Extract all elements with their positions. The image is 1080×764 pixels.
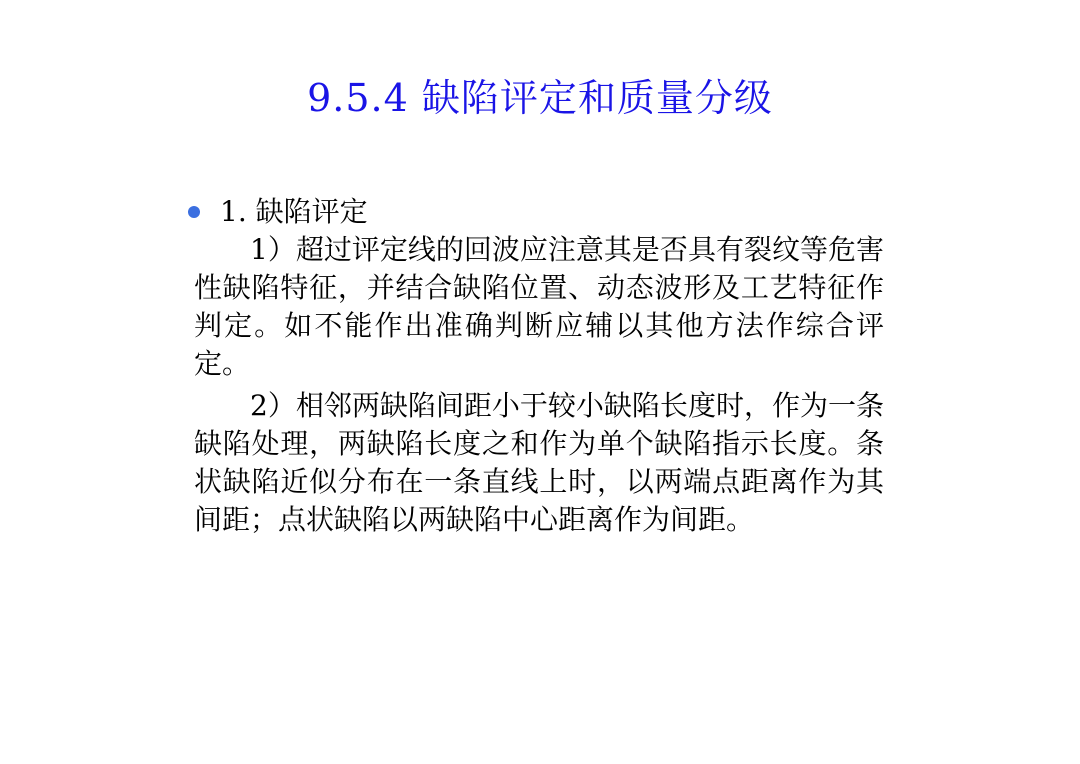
bullet-text: 1. 缺陷评定: [220, 195, 368, 228]
paragraph-1: 1）超过评定线的回波应注意其是否具有裂纹等危害性缺陷特征，并结合缺陷位置、动态波形及工艺特征作判定。如不能作出准确判断应辅以其他方法作综合评定。: [194, 233, 884, 380]
slide-body: [194, 193, 884, 539]
slide-title: 9.5.4 缺陷评定和质量分级: [307, 76, 773, 120]
paragraph-2: 2）相邻两缺陷间距小于较小缺陷长度时，作为一条缺陷处理，两缺陷长度之和作为单个缺陷指示长度。条状缺陷近似分布在一条直线上时，以两端点距离作为其间距；点状缺陷以两缺陷中心距离作为间距。: [194, 389, 884, 536]
bullet-dot-icon: [188, 206, 200, 218]
bullet-item: [188, 193, 884, 231]
